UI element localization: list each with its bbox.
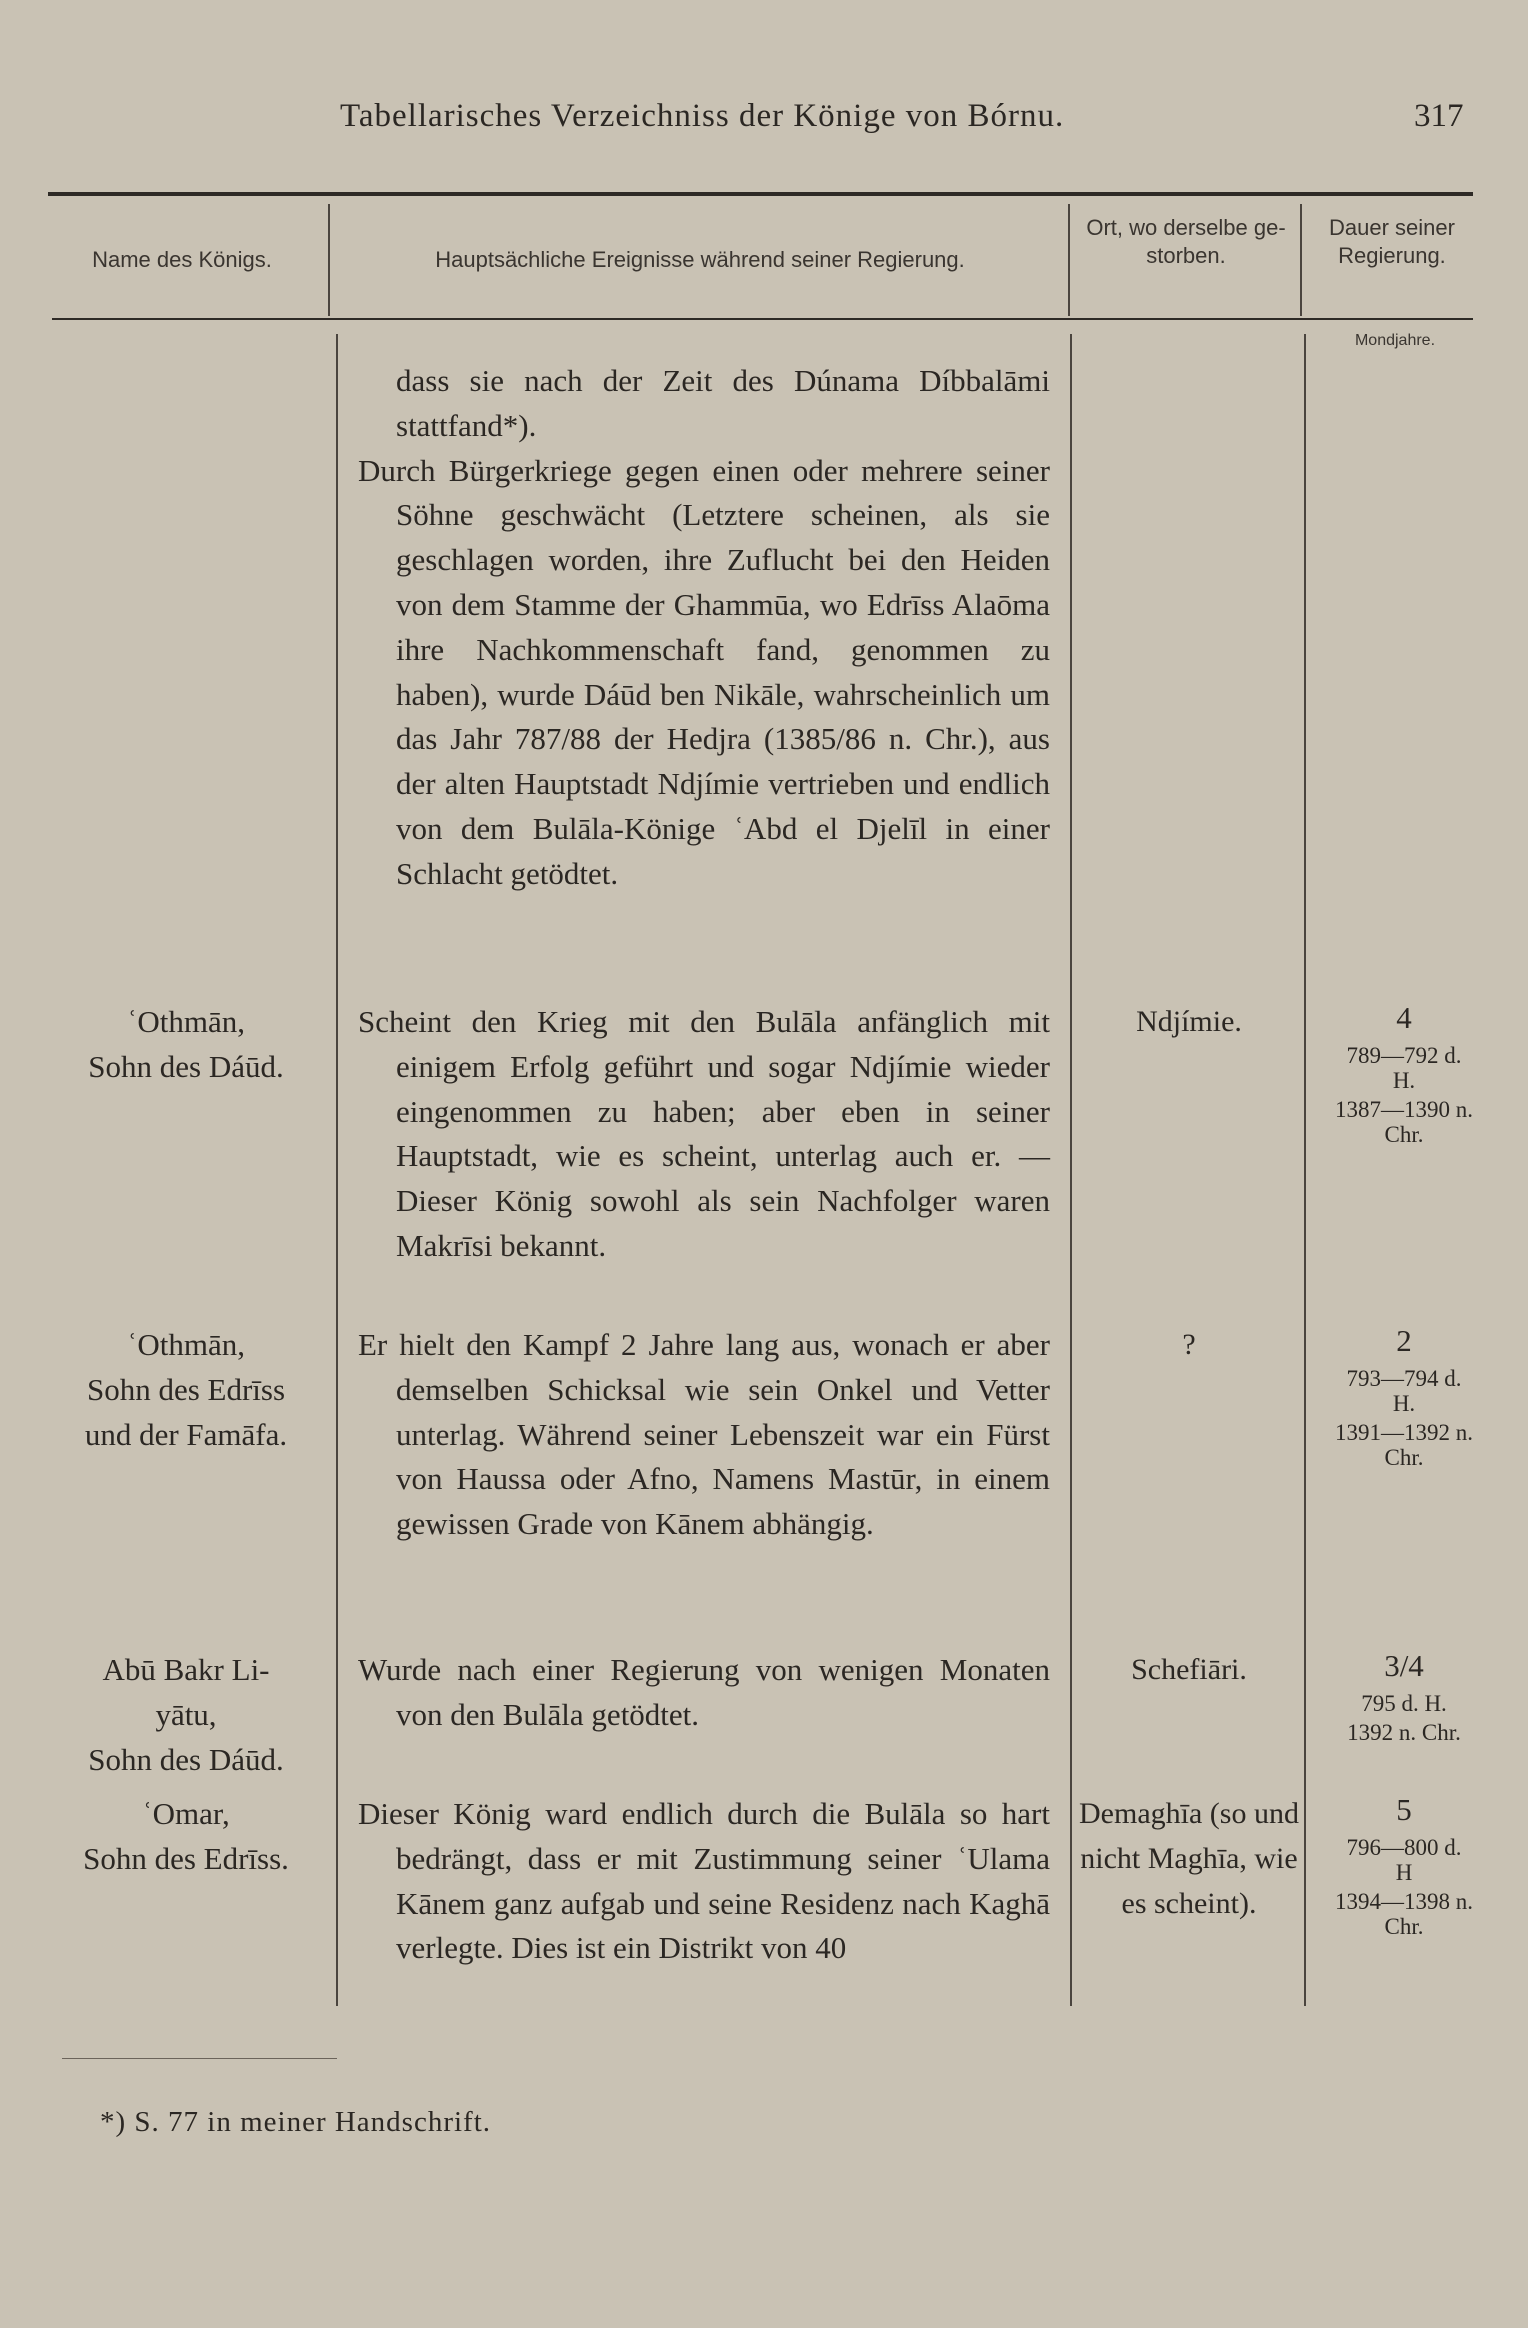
duration-unit-note: Mondjahre. bbox=[1354, 332, 1436, 349]
table-row-events bbox=[358, 1792, 1050, 1971]
king-name-line: yātu, bbox=[155, 1696, 217, 1732]
duration-gregorian: 1391—1392 n. Chr. bbox=[1335, 1420, 1473, 1470]
duration-hijri: 796—800 d. H bbox=[1346, 1835, 1462, 1885]
table-row-place: Demaghīa (so und nicht Maghīa, wie es scheint). bbox=[1079, 1797, 1299, 1920]
table-row-duration bbox=[1306, 1320, 1502, 1470]
table-header-rule bbox=[52, 318, 1473, 320]
table-row-name bbox=[40, 1792, 332, 1882]
king-name-line: Abū Bakr Li- bbox=[102, 1652, 270, 1687]
column-header-place bbox=[1076, 214, 1296, 270]
king-name-line: ʿOthmān, bbox=[127, 1327, 245, 1362]
column-divider bbox=[328, 204, 330, 316]
table-row-place: Schefiāri. bbox=[1131, 1653, 1247, 1686]
footnote: *) S. 77 in meiner Handschrift. bbox=[100, 2106, 492, 2138]
column-header-duration bbox=[1312, 214, 1472, 270]
table-row-duration bbox=[1306, 997, 1502, 1147]
table-row-events bbox=[358, 1323, 1050, 1547]
duration-years: 2 bbox=[1396, 1323, 1412, 1358]
events-text: Scheint den Krieg mit den Bulāla anfänglich mit einigem Erfolg geführt und sogar Ndjímie wieder eingenommen zu haben; aber eben in seiner Hauptstadt, wie es scheint, unterlag auch er. — Dieser König sowohl als sein Nachfolger waren Makrīsi bekannt. bbox=[358, 1004, 1050, 1263]
column-divider bbox=[1068, 204, 1070, 316]
duration-hijri: 789—792 d. H. bbox=[1346, 1043, 1462, 1093]
table-row-name bbox=[40, 1000, 332, 1090]
table-row-events bbox=[358, 1648, 1050, 1738]
duration-hijri: 793—794 d. H. bbox=[1346, 1366, 1462, 1416]
king-name-line: Sohn des Edrīss. bbox=[83, 1840, 289, 1876]
duration-years: 4 bbox=[1396, 1000, 1412, 1035]
running-title: Tabellarisches Verzeichniss der Könige von Bórnu. bbox=[340, 98, 1065, 134]
table-row-name bbox=[40, 1648, 332, 1782]
table-row-place: ? bbox=[1182, 1328, 1196, 1361]
column-divider bbox=[1070, 334, 1072, 2006]
continuation-paragraph: dass sie nach der Zeit des Dúnama Díbbalāmi stattfand*). bbox=[396, 363, 1050, 443]
king-name-line: Sohn des Dáūd. bbox=[88, 1048, 284, 1084]
table-row-duration bbox=[1306, 1645, 1502, 1745]
table-top-rule bbox=[48, 192, 1473, 196]
column-header-duration-label: Dauer seiner Regierung. bbox=[1329, 215, 1455, 268]
column-header-name-label: Name des Königs. bbox=[92, 247, 272, 272]
events-text: Wurde nach einer Regierung von wenigen Monaten von den Bulāla getödtet. bbox=[358, 1652, 1050, 1732]
king-name-line: Sohn des Edrīss bbox=[86, 1371, 286, 1407]
column-header-events-label: Hauptsächliche Ereignisse während seiner Regierung. bbox=[435, 247, 965, 272]
table-row-duration bbox=[1306, 1789, 1502, 1939]
king-name-line: und der Famāfa. bbox=[84, 1416, 288, 1452]
king-name-line: Sohn des Dáūd. bbox=[88, 1741, 284, 1777]
duration-gregorian: 1394—1398 n. Chr. bbox=[1335, 1889, 1473, 1939]
events-text: Er hielt den Kampf 2 Jahre lang aus, wonach er aber demselben Schicksal wie sein Onkel und Vetter unterlag. Während seiner Lebenszeit war ein Fürst von Haussa oder Afno, Namens Mastūr, in einem gewissen Grade von Kānem abhängig. bbox=[358, 1327, 1050, 1542]
column-header-place-label: Ort, wo derselbe gestorben. bbox=[1086, 215, 1286, 268]
column-header-name bbox=[40, 246, 324, 274]
duration-years: 5 bbox=[1396, 1792, 1412, 1827]
duration-gregorian: 1392 n. Chr. bbox=[1347, 1720, 1461, 1745]
table-row-events bbox=[358, 1000, 1050, 1269]
duration-years: 3/4 bbox=[1384, 1648, 1424, 1683]
table-row-name bbox=[40, 1323, 332, 1457]
column-divider bbox=[1300, 204, 1302, 316]
events-text: Dieser König ward endlich durch die Bulāla so hart bedrängt, dass er mit Zustimmung seiner ʿUlama Kānem ganz aufgab und seine Residenz nach Kaghā verlegte. Dies ist ein Distrikt von 40 bbox=[358, 1796, 1050, 1966]
footnote-rule bbox=[62, 2058, 337, 2059]
table-row-place: Ndjímie. bbox=[1136, 1005, 1242, 1038]
king-name-line: ʿOthmān, bbox=[127, 1004, 245, 1039]
duration-hijri: 795 d. H. bbox=[1361, 1691, 1447, 1716]
duration-gregorian: 1387—1390 n. Chr. bbox=[1335, 1097, 1473, 1147]
page-number: 317 bbox=[1414, 98, 1464, 134]
continuation-events bbox=[358, 359, 1050, 897]
king-name-line: ʿOmar, bbox=[142, 1796, 230, 1831]
column-divider bbox=[336, 334, 338, 2006]
column-divider bbox=[1304, 334, 1306, 2006]
page-header bbox=[0, 98, 1528, 158]
column-header-events bbox=[334, 246, 1066, 274]
continuation-paragraph: Durch Bürgerkriege gegen einen oder mehrere seiner Söhne geschwächt (Letztere scheinen, als sie geschlagen worden, ihre Zuflucht bei den Heiden von dem Stamme der Ghammūa, wo Edrīss Alaōma ihre Nachkommenschaft fand, genommen zu haben), wurde Dáūd ben Nikāle, wahrscheinlich um das Jahr 787/88 der Hedjra (1385/86 n. Chr.), aus der alten Hauptstadt Ndjímie vertrieben und endlich von dem Bulāla-Könige ʿAbd el Djelīl in einer Schlacht getödtet. bbox=[358, 452, 1050, 891]
